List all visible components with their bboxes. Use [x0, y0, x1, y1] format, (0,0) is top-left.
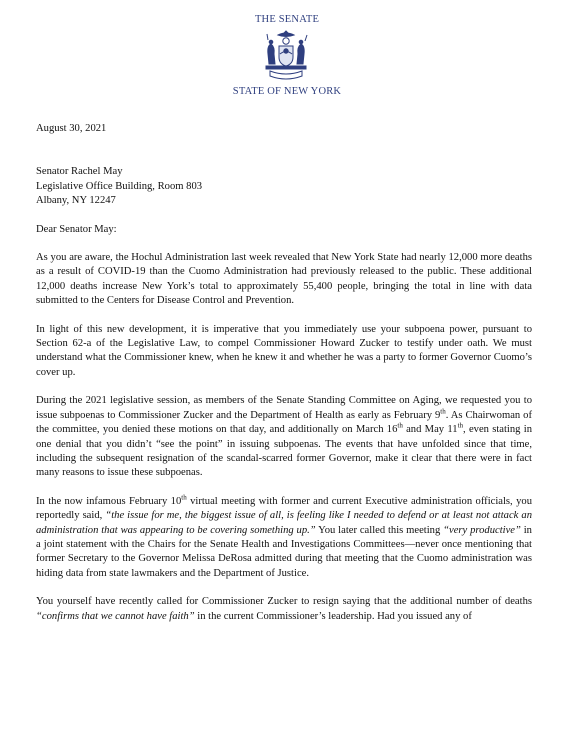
letterhead: [0, 0, 571, 104]
paragraph-5: You yourself have recently called for Commissioner Zucker to resign saying that the additional number of deaths “confirms that we cannot have faith” in the current Commissioner’s leadership. Had you issued any of: [36, 596, 532, 622]
senate-seal-icon: [256, 27, 316, 85]
quote-1: “the issue for me, the biggest issue of all, is feeling like I needed to defend or at least not attack an administration that was appearing to be covering something up.”: [36, 510, 532, 536]
paragraph-1: As you are aware, the Hochul Administration last week revealed that New York State had nearly 12,000 more deaths as a result of COVID-19 than the Cuomo Administration had previously released to the public. These additional 12,000 deaths increase New York’s total to approximately 55,400 people, bringing the total in line with data submitted to the Centers for Disease Control and Prevention.: [36, 252, 532, 307]
paragraph-4: In the now infamous February 10th virtual meeting with former and current Executive administration officials, you reportedly said, “the issue for me, the biggest issue of all, is feeling like I needed to defend or at least not attack an administration that was appearing to be covering something up.” You later called this meeting “very productive” in a joint statement with the Chairs for the Senate Health and Investigations Committees—never once mentioning that former Secretary to the Governor Melissa DeRosa admitted during that meeting that the Cuomo administration was hiding data from state lawmakers and the Department of Justice.: [36, 493, 532, 579]
recipient-city: Albany, NY 12247: [36, 195, 116, 207]
quote-3: “confirms that we cannot have faith”: [36, 610, 195, 622]
paragraph-3: During the 2021 legislative session, as members of the Senate Standing Committee on Aging, we requested you to issue subpoenas to Commissioner Zucker and the Department of Health as early as February 9th. As Chairwoman of the committee, you denied these motions on that day, and additionally on March 16th and May 11th, even stating in one denial that you didn’t “see the point” in issuing subpoenas. The events that have unfolded since that time, including the subsequent resignation of the scandal-scarred former Governor, make it clear that there were in fact many reasons to issue these subpoenas.: [36, 395, 532, 479]
salutation: Dear Senator May:: [36, 223, 117, 235]
recipient-address: [36, 165, 532, 208]
letterhead-subtitle: STATE OF NEW YORK: [232, 86, 342, 97]
recipient-name: Senator Rachel May: [36, 166, 123, 178]
letterhead-title: THE SENATE: [254, 14, 320, 25]
quote-2: “very productive”: [443, 524, 521, 536]
letter-body: [36, 122, 532, 624]
recipient-building: Legislative Office Building, Room 803: [36, 180, 203, 192]
letter-date: August 30, 2021: [36, 123, 107, 134]
paragraph-2: In light of this new development, it is imperative that you immediately use your subpoena power, pursuant to Section 62-a of the Legislative Law, to compel Commissioner Howard Zucker to testify under oath. We must understand what the Commissioner knew, when he knew it and whether he was a party to former Governor Cuomo’s cover up.: [36, 323, 532, 378]
